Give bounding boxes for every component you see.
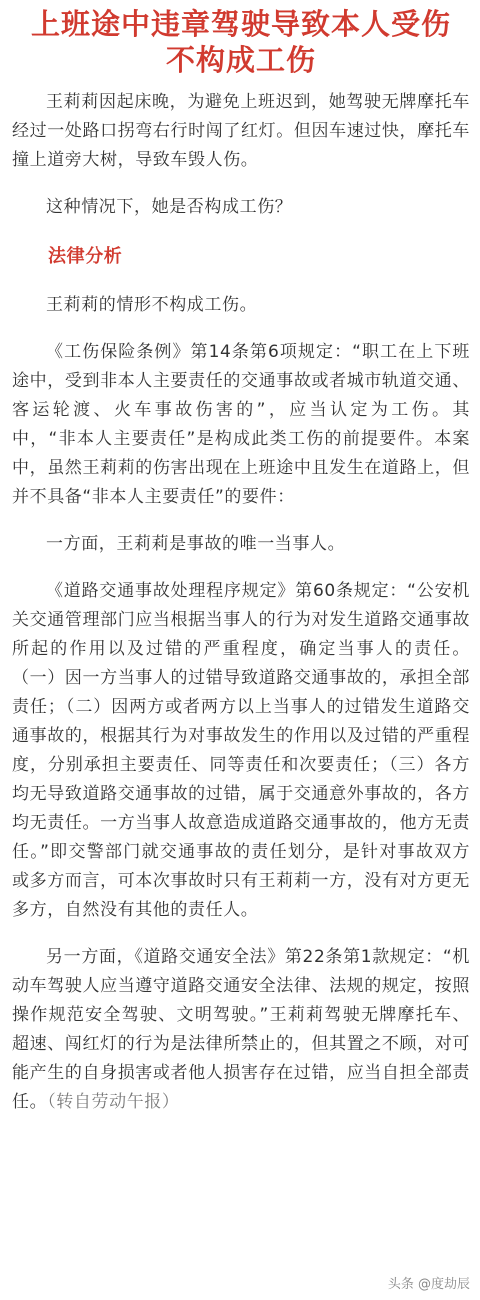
law-text: 另一方面，《道路交通安全法》第22条第1款规定：“机动车驾驶人应当遵守道路交通安全法律、法规的规定，按照操作规范安全驾驶、文明驾驶。”王莉莉驾驶无牌摩托车、超速、闯红灯的行为是法律所禁止的，但其置之不顾，对可能产生的自身损害或者他人损害存在过错，应当自担全部责任。 xyxy=(12,947,470,1112)
title-line-2: 不构成工伤 xyxy=(165,43,316,77)
point-one-paragraph: 一方面，王莉莉是事故的唯一当事人。 xyxy=(46,534,346,554)
article-title xyxy=(12,6,470,78)
question-paragraph: 这种情况下，她是否构成工伤？ xyxy=(46,197,293,217)
case-paragraph: 王莉莉因起床晚，为避免上班迟到，她驾驶无牌摩托车经过一处路口拐弯右行时闯了红灯。但因车速过快，摩托车撞上道旁大树，导致车毁人伤。 xyxy=(12,92,470,170)
procedure-paragraph: 《道路交通事故处理程序规定》第60条规定：“公安机关交通管理部门应当根据当事人的行为对发生道路交通事故所起的作用以及过错的严重程度，确定当事人的责任。（一）因一方当事人的过错导致道路交通事故的，承担全部责任；（二）因两方或者两方以上当事人的过错发生道路交通事故的，根据其行为对事故发生的作用以及过错的严重程度，分别承担主要责任、同等责任和次要责任；（三）各方均无导致道路交通事故的过错，属于交通意外事故的，各方均无责任。一方当事人故意造成道路交通事故的，他方无责任。”即交警部门就交通事故的责任划分，是针对事故双方或多方而言，可本次事故时只有王莉莉一方，没有对方更无多方，自然没有其他的责任人。 xyxy=(12,581,470,920)
title-line-1: 上班途中违章驾驶导致本人受伤 xyxy=(30,7,451,41)
section-title: 法律分析 xyxy=(48,246,123,267)
article-body xyxy=(12,78,470,1117)
law-paragraph xyxy=(12,943,470,1117)
source-note: （转自劳动午报） xyxy=(47,1092,180,1112)
conclusion-paragraph: 王莉莉的情形不构成工伤。 xyxy=(46,295,258,315)
regulation-paragraph: 《工伤保险条例》第14条第6项规定：“职工在上下班途中，受到非本人主要责任的交通事故或者城市轨道交通、客运轮渡、火车事故伤害的”，应当认定为工伤。其中，“非本人主要责任”是构成此类工伤的前提要件。本案中，虽然王莉莉的伤害出现在上班途中且发生在道路上，但并不具备“非本人主要责任”的要件： xyxy=(12,342,470,507)
watermark: 头条 @度劫辰 xyxy=(387,1277,470,1292)
